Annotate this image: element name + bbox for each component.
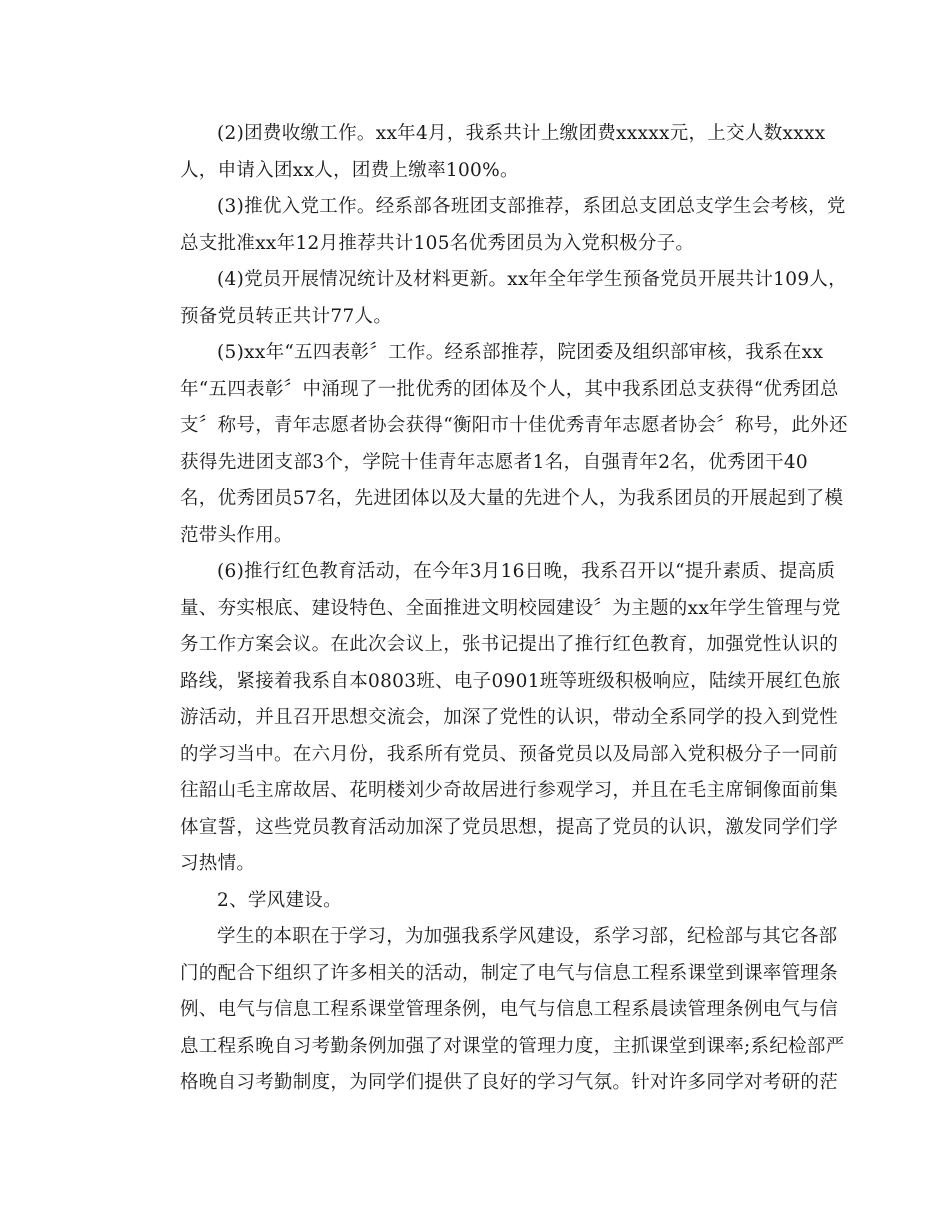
text-line: 名，优秀团员57名，先进团体以及大量的先进个人，为我系团员的开展起到了模: [180, 488, 844, 509]
paragraph-red-education: [143, 554, 841, 883]
text-line: 总支批准xx年12月推荐共计105名优秀团员为入党积极分子。: [180, 232, 695, 254]
text-line: 例、电气与信息工程系课堂管理条例，电气与信息工程系晨读管理条例电气与信: [180, 999, 839, 1020]
paragraph-party-recommendation: [143, 189, 846, 262]
text-line: 获得先进团支部3个，学院十佳青年志愿者1名，自强青年2名，优秀团干40: [180, 451, 808, 473]
text-line: 的学习当中。在六月份，我系所有党员、预备党员以及局部入党积极分子一同前: [180, 743, 839, 765]
text-line: (3)推优入党工作。经系部各班团支部推荐，系团总支团总支学生会考核，党: [217, 196, 846, 217]
text-line: (5)xx年“五四表彰〞工作。经系部推荐，院团委及组织部审核，我系在xx: [217, 342, 824, 363]
text-line: 范带头作用。: [180, 524, 293, 546]
text-line: 游活动，并且召开思想交流会，加深了党性的认识，带动全系同学的投入到党性: [180, 707, 839, 728]
text-line: 支〞称号，青年志愿者协会获得“衡阳市十佳优秀青年志愿者协会〞称号，此外还: [180, 415, 848, 436]
text-line: 门的配合下组织了许多相关的活动，制定了电气与信息工程系课堂到课率管理条: [180, 962, 839, 984]
text-line: (2)团费收缴工作。xx年4月，我系共计上缴团费xxxxx元，上交人数xxxx: [217, 123, 826, 144]
text-line: 体宣誓，这些党员教育活动加深了党员思想，提高了党员的认识，激发同学们学: [180, 816, 839, 838]
text-line: 学生的本职在于学习，为加强我系学风建设，系学习部，纪检部与其它各部: [217, 926, 838, 947]
paragraph-party-statistics: [143, 262, 847, 335]
text-line: 息工程系晚自习考勤条例加强了对课堂的管理力度，主抓课堂到课率;系纪检部严: [180, 1035, 845, 1057]
text-line: 格晚自习考勤制度，为同学们提供了良好的学习气氛。针对许多同学对考研的茫: [180, 1072, 839, 1093]
document-body: [143, 116, 848, 1102]
text-line: 量、夯实根底、建设特色、全面推进文明校园建设〞为主题的xx年学生管理与党: [180, 597, 841, 619]
paragraph-may-fourth-awards: [143, 335, 848, 554]
text-line: 年“五四表彰〞中涌现了一批优秀的团体及个人，其中我系团总支获得“优秀团总: [180, 378, 839, 400]
text-line: 习热情。: [180, 853, 256, 874]
text-line: (6)推行红色教育活动，在今年3月16日晚，我系召开以“提升素质、提高质: [217, 561, 836, 582]
text-line: 路线，紧接着我系自本0803班、电子0901班等班级积极响应，陆续开展红色旅: [180, 670, 841, 692]
text-line: 往韶山毛主席故居、花明楼刘少奇故居进行参观学习，并且在毛主席铜像面前集: [180, 780, 839, 801]
text-line: 人，申请入团xx人，团费上缴率100%。: [180, 159, 519, 181]
text-line: (4)党员开展情况统计及材料更新。xx年全年学生预备党员开展共计109人，: [217, 269, 847, 290]
section-heading: 2、学风建设。: [217, 889, 342, 911]
paragraph-league-fees: [143, 116, 826, 189]
section-heading-study-style: [143, 883, 808, 920]
paragraph-study-style: [143, 919, 845, 1102]
text-line: 务工作方案会议。在此次会议上，张书记提出了推行红色教育，加强党性认识的: [180, 634, 839, 655]
text-line: 预备党员转正共计77人。: [180, 305, 393, 327]
